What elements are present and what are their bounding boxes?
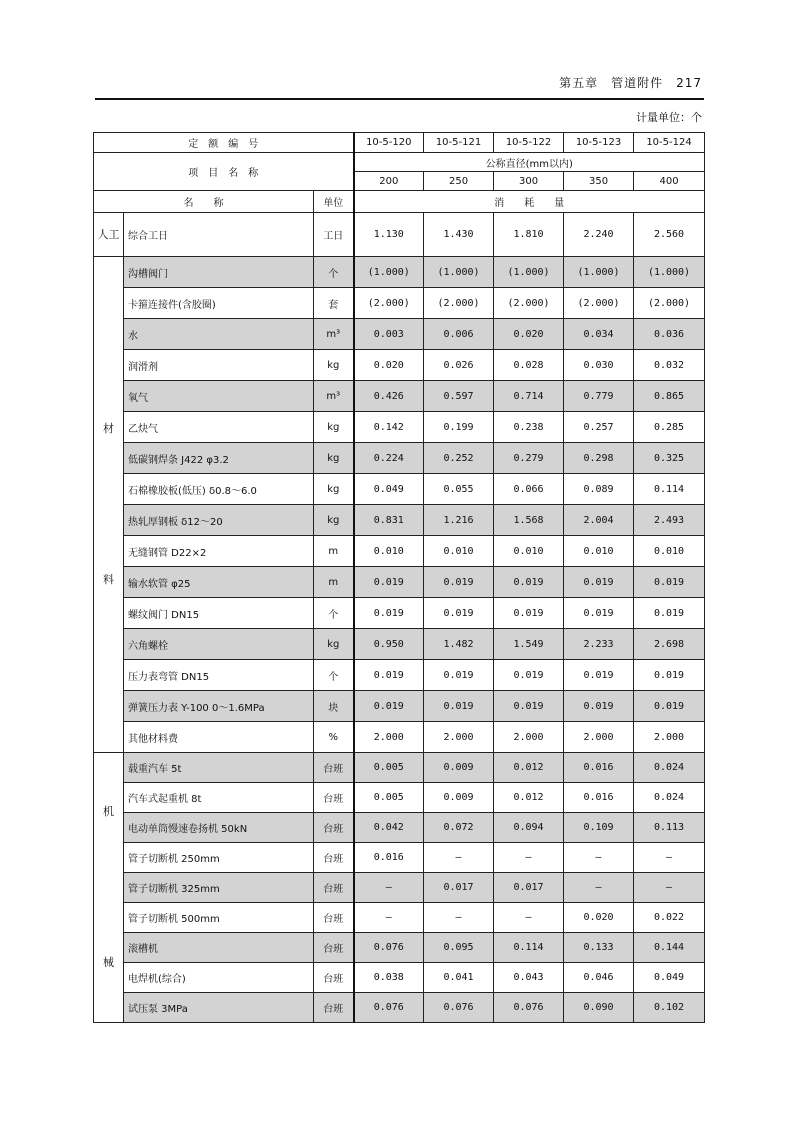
- item-unit: 台班: [314, 783, 354, 813]
- item-unit: 台班: [314, 993, 354, 1023]
- diameter-cell: 350: [564, 172, 634, 191]
- item-name: 螺纹阀门 DN15: [124, 598, 314, 629]
- value-cell: 0.010: [424, 536, 494, 567]
- value-cell: 1.430: [424, 213, 494, 257]
- item-unit: 个: [314, 660, 354, 691]
- item-name: 低碳钢焊条 J422 φ3.2: [124, 443, 314, 474]
- table-row: [94, 213, 705, 257]
- item-unit: 块: [314, 691, 354, 722]
- category-material: [94, 257, 124, 753]
- table-row: [94, 319, 705, 350]
- value-cell: 0.019: [354, 660, 424, 691]
- diameter-cell: 250: [424, 172, 494, 191]
- value-cell: 0.019: [634, 691, 705, 722]
- item-name: 管子切断机 250mm: [124, 843, 314, 873]
- item-name: 石棉橡胶板(低压) δ0.8～6.0: [124, 474, 314, 505]
- value-cell: 0.003: [354, 319, 424, 350]
- item-unit: kg: [314, 629, 354, 660]
- value-cell: 0.144: [634, 933, 705, 963]
- value-cell: 0.113: [634, 813, 705, 843]
- category-machine: [94, 753, 124, 1023]
- item-unit: 台班: [314, 873, 354, 903]
- value-cell: 0.285: [634, 412, 705, 443]
- code-cell: 10-5-120: [354, 133, 424, 153]
- table-row: [94, 660, 705, 691]
- value-cell: 0.238: [494, 412, 564, 443]
- item-name: 水: [124, 319, 314, 350]
- item-unit: kg: [314, 505, 354, 536]
- item-unit: kg: [314, 412, 354, 443]
- table-row: [94, 412, 705, 443]
- value-cell: 0.090: [564, 993, 634, 1023]
- item-unit: kg: [314, 350, 354, 381]
- item-name: 管子切断机 500mm: [124, 903, 314, 933]
- category-labor: 人工: [94, 213, 124, 257]
- value-cell: 0.019: [494, 567, 564, 598]
- table-row: [94, 843, 705, 873]
- value-cell: 1.216: [424, 505, 494, 536]
- diameter-cell: 300: [494, 172, 564, 191]
- value-cell: 0.142: [354, 412, 424, 443]
- value-cell: 0.019: [634, 660, 705, 691]
- page-header-text: 第五章 管道附件 217: [559, 76, 702, 90]
- value-cell: 0.102: [634, 993, 705, 1023]
- code-cell: 10-5-124: [634, 133, 705, 153]
- category-machine-char: 机: [103, 805, 114, 818]
- item-name: 沟槽阀门: [124, 257, 314, 288]
- value-cell: 2.233: [564, 629, 634, 660]
- category-machine-char: 械: [103, 956, 114, 969]
- value-cell: 0.009: [424, 783, 494, 813]
- value-cell: 0.041: [424, 963, 494, 993]
- value-cell: 0.016: [564, 783, 634, 813]
- value-cell: —: [354, 873, 424, 903]
- value-cell: (2.000): [564, 288, 634, 319]
- table-row: [94, 691, 705, 722]
- table-row: [94, 813, 705, 843]
- item-name: 润滑剂: [124, 350, 314, 381]
- item-unit: kg: [314, 474, 354, 505]
- value-cell: 0.597: [424, 381, 494, 412]
- item-name-label: 项 目 名 称: [94, 153, 354, 191]
- value-cell: 0.024: [634, 783, 705, 813]
- code-cell: 10-5-122: [494, 133, 564, 153]
- value-cell: 0.005: [354, 783, 424, 813]
- item-name: 管子切断机 325mm: [124, 873, 314, 903]
- item-name: 综合工日: [124, 213, 314, 257]
- value-cell: 0.950: [354, 629, 424, 660]
- table-row: [94, 598, 705, 629]
- value-cell: 0.010: [494, 536, 564, 567]
- value-cell: (2.000): [494, 288, 564, 319]
- table-row: [94, 288, 705, 319]
- value-cell: 0.066: [494, 474, 564, 505]
- table-row: [94, 381, 705, 412]
- value-cell: 0.016: [564, 753, 634, 783]
- value-cell: 0.020: [354, 350, 424, 381]
- value-cell: 0.019: [564, 660, 634, 691]
- value-cell: 2.560: [634, 213, 705, 257]
- table-row: [94, 993, 705, 1023]
- category-material-char: 料: [103, 573, 114, 586]
- value-cell: —: [564, 873, 634, 903]
- value-cell: 0.109: [564, 813, 634, 843]
- value-cell: 2.000: [564, 722, 634, 753]
- value-cell: 0.038: [354, 963, 424, 993]
- value-cell: 0.019: [494, 691, 564, 722]
- item-unit: 套: [314, 288, 354, 319]
- value-cell: 0.019: [634, 598, 705, 629]
- value-cell: 0.076: [424, 993, 494, 1023]
- item-name: 载重汽车 5t: [124, 753, 314, 783]
- item-unit: m: [314, 567, 354, 598]
- value-cell: 0.032: [634, 350, 705, 381]
- value-cell: 0.019: [564, 598, 634, 629]
- value-cell: 0.010: [634, 536, 705, 567]
- value-cell: 0.022: [634, 903, 705, 933]
- value-cell: 0.036: [634, 319, 705, 350]
- value-cell: 0.042: [354, 813, 424, 843]
- item-unit: m³: [314, 381, 354, 412]
- value-cell: 0.831: [354, 505, 424, 536]
- item-unit: m: [314, 536, 354, 567]
- value-cell: 0.019: [424, 691, 494, 722]
- item-name: 汽车式起重机 8t: [124, 783, 314, 813]
- item-unit: 台班: [314, 813, 354, 843]
- item-unit: 台班: [314, 903, 354, 933]
- value-cell: 2.000: [494, 722, 564, 753]
- value-cell: 0.252: [424, 443, 494, 474]
- value-cell: 0.030: [564, 350, 634, 381]
- item-name: 乙炔气: [124, 412, 314, 443]
- table-row: [94, 783, 705, 813]
- value-cell: (1.000): [354, 257, 424, 288]
- item-name: 压力表弯管 DN15: [124, 660, 314, 691]
- value-cell: 0.199: [424, 412, 494, 443]
- diameter-cell: 200: [354, 172, 424, 191]
- value-cell: —: [424, 903, 494, 933]
- value-cell: 0.049: [354, 474, 424, 505]
- value-cell: 0.325: [634, 443, 705, 474]
- item-unit: 工日: [314, 213, 354, 257]
- item-name: 其他材料费: [124, 722, 314, 753]
- value-cell: 0.012: [494, 783, 564, 813]
- value-cell: 0.017: [424, 873, 494, 903]
- item-name: 输水软管 φ25: [124, 567, 314, 598]
- value-cell: 0.019: [354, 691, 424, 722]
- value-cell: 0.019: [354, 598, 424, 629]
- item-name: 热轧厚钢板 δ12～20: [124, 505, 314, 536]
- diameter-label-row: [94, 153, 705, 172]
- value-cell: 0.076: [354, 933, 424, 963]
- value-cell: 0.043: [494, 963, 564, 993]
- value-cell: 0.019: [424, 598, 494, 629]
- value-cell: 1.549: [494, 629, 564, 660]
- code-cell: 10-5-121: [424, 133, 494, 153]
- item-unit: kg: [314, 443, 354, 474]
- name-label: 名 称: [94, 191, 314, 213]
- page-header: [95, 70, 704, 100]
- value-cell: 0.010: [354, 536, 424, 567]
- value-cell: —: [494, 903, 564, 933]
- value-cell: 0.049: [634, 963, 705, 993]
- table-row: [94, 903, 705, 933]
- column-header-row: [94, 191, 705, 213]
- table-row: [94, 629, 705, 660]
- value-cell: —: [634, 843, 705, 873]
- code-label: 定 额 编 号: [94, 133, 354, 153]
- value-cell: 0.019: [494, 660, 564, 691]
- item-unit: 个: [314, 257, 354, 288]
- item-name: 电焊机(综合): [124, 963, 314, 993]
- value-cell: 0.005: [354, 753, 424, 783]
- value-cell: 0.019: [494, 598, 564, 629]
- value-cell: 0.020: [564, 903, 634, 933]
- item-unit: %: [314, 722, 354, 753]
- value-cell: 2.000: [354, 722, 424, 753]
- value-cell: 0.019: [634, 567, 705, 598]
- item-name: 弹簧压力表 Y-100 0～1.6MPa: [124, 691, 314, 722]
- value-cell: (2.000): [424, 288, 494, 319]
- item-unit: 个: [314, 598, 354, 629]
- value-cell: 2.000: [634, 722, 705, 753]
- value-cell: 0.034: [564, 319, 634, 350]
- value-cell: 0.012: [494, 753, 564, 783]
- value-cell: (1.000): [634, 257, 705, 288]
- diameter-label: 公称直径(mm以内): [354, 153, 705, 172]
- value-cell: 0.072: [424, 813, 494, 843]
- value-cell: 0.865: [634, 381, 705, 412]
- value-cell: (2.000): [634, 288, 705, 319]
- value-cell: 1.130: [354, 213, 424, 257]
- value-cell: (1.000): [564, 257, 634, 288]
- value-cell: 0.017: [494, 873, 564, 903]
- value-cell: 0.714: [494, 381, 564, 412]
- value-cell: 2.493: [634, 505, 705, 536]
- item-unit: 台班: [314, 753, 354, 783]
- code-cell: 10-5-123: [564, 133, 634, 153]
- value-cell: 2.698: [634, 629, 705, 660]
- value-cell: 0.020: [494, 319, 564, 350]
- quota-table: [93, 132, 705, 1023]
- value-cell: 0.019: [564, 691, 634, 722]
- item-unit: m³: [314, 319, 354, 350]
- value-cell: 0.026: [424, 350, 494, 381]
- item-name: 滚槽机: [124, 933, 314, 963]
- item-name: 卡箍连接件(含胶圈): [124, 288, 314, 319]
- value-cell: 0.019: [424, 660, 494, 691]
- item-name: 无缝钢管 D22×2: [124, 536, 314, 567]
- table-row: [94, 443, 705, 474]
- value-cell: 0.076: [494, 993, 564, 1023]
- value-cell: 0.076: [354, 993, 424, 1023]
- value-cell: 0.006: [424, 319, 494, 350]
- value-cell: 0.055: [424, 474, 494, 505]
- value-cell: 1.568: [494, 505, 564, 536]
- value-cell: 0.024: [634, 753, 705, 783]
- unit-label: 单位: [314, 191, 354, 213]
- value-cell: (1.000): [494, 257, 564, 288]
- value-cell: —: [494, 843, 564, 873]
- value-cell: 0.016: [354, 843, 424, 873]
- table-row: [94, 873, 705, 903]
- table-row: [94, 257, 705, 288]
- table-row: [94, 350, 705, 381]
- value-cell: (2.000): [354, 288, 424, 319]
- item-unit: 台班: [314, 843, 354, 873]
- value-cell: 0.279: [494, 443, 564, 474]
- value-cell: 2.004: [564, 505, 634, 536]
- item-unit: 台班: [314, 933, 354, 963]
- table-row: [94, 474, 705, 505]
- value-cell: —: [354, 903, 424, 933]
- value-cell: 0.114: [494, 933, 564, 963]
- value-cell: 0.094: [494, 813, 564, 843]
- item-name: 电动单筒慢速卷扬机 50kN: [124, 813, 314, 843]
- value-cell: 0.224: [354, 443, 424, 474]
- value-cell: 0.019: [424, 567, 494, 598]
- value-cell: 0.019: [564, 567, 634, 598]
- value-cell: 0.426: [354, 381, 424, 412]
- table-row: [94, 505, 705, 536]
- value-cell: —: [424, 843, 494, 873]
- item-name: 六角螺栓: [124, 629, 314, 660]
- category-material-char: 材: [103, 422, 114, 435]
- value-cell: 2.000: [424, 722, 494, 753]
- item-unit: 台班: [314, 963, 354, 993]
- value-cell: 0.257: [564, 412, 634, 443]
- value-cell: 0.133: [564, 933, 634, 963]
- diameter-cell: 400: [634, 172, 705, 191]
- value-cell: 0.114: [634, 474, 705, 505]
- value-cell: 0.019: [354, 567, 424, 598]
- table-row: [94, 753, 705, 783]
- value-cell: 0.046: [564, 963, 634, 993]
- value-cell: 2.240: [564, 213, 634, 257]
- code-row: [94, 133, 705, 153]
- table-row: [94, 963, 705, 993]
- value-cell: 1.482: [424, 629, 494, 660]
- unit-note: 计量单位：个: [636, 111, 702, 124]
- value-cell: —: [634, 873, 705, 903]
- value-cell: 0.009: [424, 753, 494, 783]
- consumption-label: 消 耗 量: [354, 191, 705, 213]
- value-cell: 0.028: [494, 350, 564, 381]
- value-cell: 0.089: [564, 474, 634, 505]
- table-row: [94, 567, 705, 598]
- value-cell: 0.298: [564, 443, 634, 474]
- table-row: [94, 536, 705, 567]
- value-cell: 0.095: [424, 933, 494, 963]
- table-row: [94, 722, 705, 753]
- item-name: 氧气: [124, 381, 314, 412]
- item-name: 试压泵 3MPa: [124, 993, 314, 1023]
- value-cell: 0.010: [564, 536, 634, 567]
- value-cell: 0.779: [564, 381, 634, 412]
- value-cell: 1.810: [494, 213, 564, 257]
- table-row: [94, 933, 705, 963]
- value-cell: (1.000): [424, 257, 494, 288]
- value-cell: —: [564, 843, 634, 873]
